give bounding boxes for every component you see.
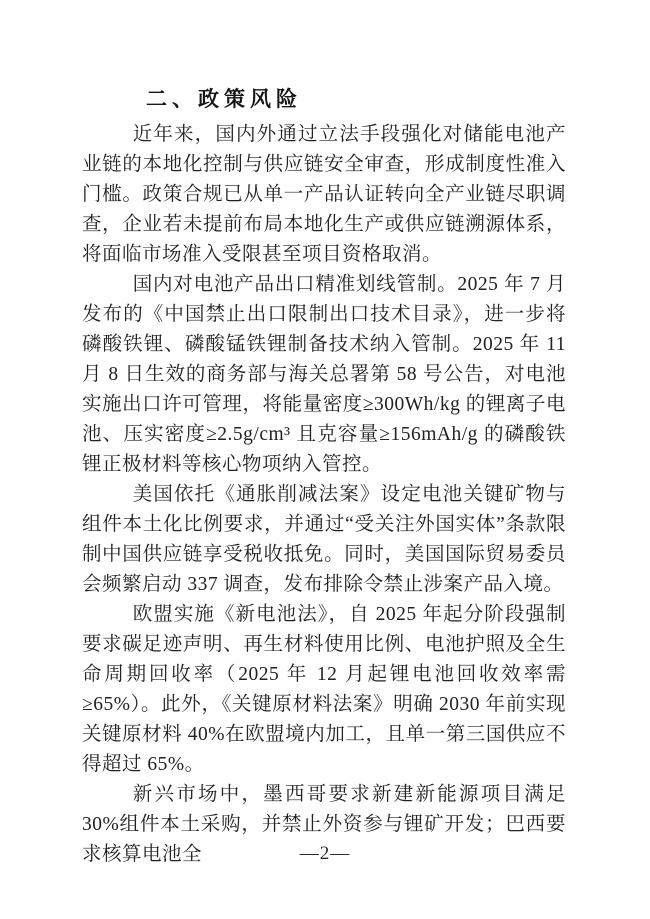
paragraph-china-export-control: 国内对电池产品出口精准划线管制。2025 年 7 月发布的《中国禁止出口限制出口技术目录》，进一步将磷酸铁锂、磷酸锰铁锂制备技术纳入管制。2025 年 11 月 8 日生效的商务部与海关总署第 58 号公告，对电池实施出口许可管理，将能量密度≥300Wh/kg 的锂离子电池、压实密度≥2.5g/cm³ 且克容量≥156mAh/g 的磷酸铁锂正极材料等核心物项纳入管控。 [82, 274, 566, 475]
paragraph-emerging-markets: 新兴市场中，墨西哥要求新建新能源项目满足 30%组件本土采购，并禁止外资参与锂矿开发；巴西要求核算电池全 [82, 784, 566, 865]
paragraph-us-ira: 美国依托《通胀削减法案》设定电池关键矿物与组件本土化比例要求，并通过“受关注外国实体”条款限制中国供应链享受税收抵免。同时，美国国际贸易委员会频繁启动 337 调查，发布排除令禁止涉案产品入境。 [82, 484, 566, 595]
paragraph-localization-risk: 近年来，国内外通过立法手段强化对储能电池产业链的本地化控制与供应链安全审查，形成制度性准入门槛。政策合规已从单一产品认证转向全产业链尽职调查，企业若未提前布局本地化生产或供应链溯源体系，将面临市场准入受限甚至项目资格取消。 [82, 124, 566, 265]
paragraph-eu-battery-law: 欧盟实施《新电池法》，自 2025 年起分阶段强制要求碳足迹声明、再生材料使用比例、电池护照及全生命周期回收率（2025 年 12 月起锂电池回收效率需≥65%）。此外，《关键原材料法案》明确 2030 年前实现关键原材料 40%在欧盟境内加工，且单一第三国供应不得超过 65%。 [82, 604, 566, 775]
section-heading: 二、政策风险 [146, 87, 302, 111]
page-number: —2— [299, 843, 351, 864]
